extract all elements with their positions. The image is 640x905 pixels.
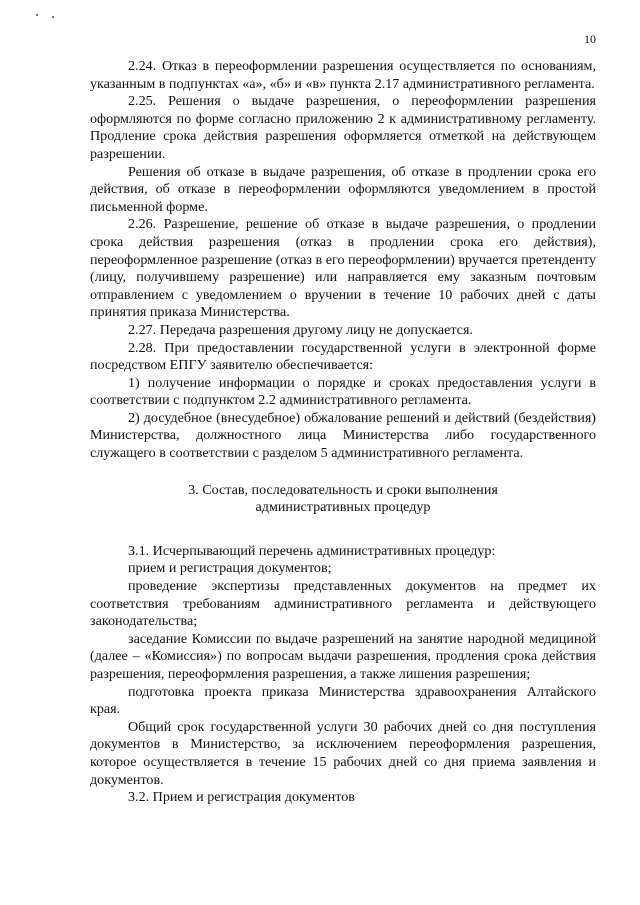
procedure-item-commission: заседание Комиссии по выдаче разрешений на занятие народной медициной (далее – «Комиссия») по вопросам выдачи разрешения, продления срока действия разрешения, переоформления разрешения, а также лишения разрешения; [90, 630, 596, 682]
procedure-item-expertise: проведение экспертизы представленных документов на предмет их соответствия требованиям административного регламента и действующего законодательства; [90, 578, 596, 630]
procedure-item-order: подготовка проекта приказа Министерства здравоохранения Алтайского края. [90, 683, 596, 718]
paragraph-2-25: 2.25. Решения о выдаче разрешения, о переоформлении разрешения оформляются по форме согласно приложению 2 к административному регламенту. Продление срока действия разрешения оформляется отметкой на действующем разрешении. [90, 93, 596, 162]
document-body [90, 58, 596, 807]
paragraph-total-term: Общий срок государственной услуги 30 рабочих дней со дня поступления документов в Министерство, за исключением переоформления разрешения, которое осуществляется в течение 15 рабочих дней со дня приема заявления и документов. [90, 718, 596, 788]
paragraph-item-2: 2) досудебное (внесудебное) обжалование решений и действий (бездействия) Министерства, должностного лица Министерства либо государственного служащего в соответствии с разделом 5 административного регламента. [90, 409, 596, 462]
page-number: 10 [584, 32, 596, 46]
paragraph-item-1: 1) получение информации о порядке и сроках предоставления услуги в соответствии с подпунктом 2.2 административного регламента. [90, 374, 596, 409]
paragraph-3-1: 3.1. Исчерпывающий перечень административных процедур: [128, 542, 496, 559]
scan-speck [52, 16, 54, 18]
paragraph-2-24: 2.24. Отказ в переоформлении разрешения осуществляется по основаниям, указанным в подпунктах «а», «б» и «в» пункта 2.17 административного регламента. [90, 58, 596, 92]
procedure-item-reception: прием и регистрация документов; [128, 560, 332, 577]
paragraph-refusal-decisions: Решения об отказе в выдаче разрешения, об отказе в продлении срока его действия, об отказе в переоформлении оформляются уведомлением в простой письменной форме. [90, 163, 596, 215]
paragraph-2-26: 2.26. Разрешение, решение об отказе в выдаче разрешения, о продлении срока действия разрешения (отказ в продлении срока его действия), переоформленное разрешение (отказ в его переоформлении) вручается претенденту (лицу, получившему разрешение) или направляется ему заказным почтовым отправлением с уведомлением о вручении в течение 10 рабочих дней с даты принятия приказа Министерства. [90, 216, 596, 321]
paragraph-3-2: 3.2. Прием и регистрация документов [128, 789, 355, 806]
section-heading: 3. Состав, последовательность и сроки выполнения административных процедур [188, 481, 498, 516]
paragraph-2-28: 2.28. При предоставлении государственной услуги в электронной форме посредством ЕПГУ заявителю обеспечивается: [90, 339, 596, 374]
scan-speck [36, 14, 38, 16]
paragraph-2-27: 2.27. Передача разрешения другому лицу не допускается. [128, 321, 473, 338]
